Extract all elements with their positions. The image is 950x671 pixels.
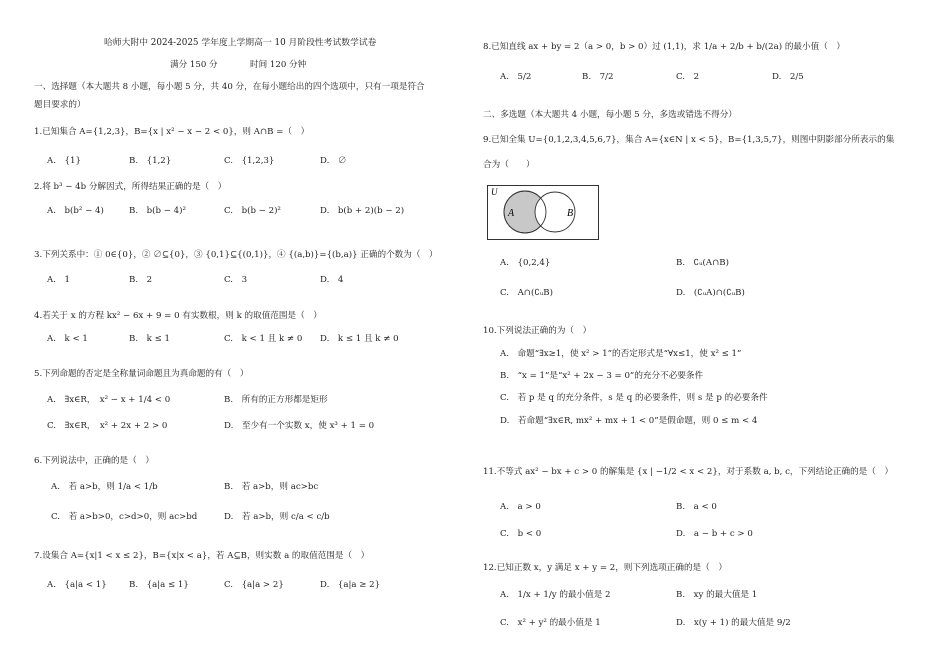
full-score: 满分 150 分 xyxy=(170,60,218,70)
q10-option-c[interactable]: C. 若 p 是 q 的充分条件，s 是 q 的必要条件，则 s 是 p 的必要条件 xyxy=(500,393,768,403)
q6-option-a[interactable]: A. 若 a>b，则 1/a < 1/b xyxy=(51,482,158,492)
q11-option-c[interactable]: C. b < 0 xyxy=(500,529,542,539)
q9-option-b[interactable]: B. ∁ᵤ(A∩B) xyxy=(676,258,729,268)
q3-option-b[interactable]: B. 2 xyxy=(129,275,153,285)
q9-option-d[interactable]: D. (∁ᵤA)∩(∁ᵤB) xyxy=(676,288,745,298)
q1-option-c[interactable]: C. {1,2,3} xyxy=(224,156,275,166)
exam-title: 哈师大附中 2024-2025 学年度上学期高一 10 月阶段性考试数学试卷 xyxy=(104,38,377,48)
venn-label-u: U xyxy=(491,187,498,197)
q10-option-a[interactable]: A. 命题“∃x≥1，使 x² > 1”的否定形式是“∀x≤1，使 x² ≤ 1” xyxy=(500,349,742,359)
q9-option-a[interactable]: A. {0,2,4} xyxy=(500,258,551,268)
q7-option-c[interactable]: C. {a|a > 2} xyxy=(224,580,284,590)
q10-stem: 10.下列说法正确的为（ ） xyxy=(483,326,592,336)
q4-option-b[interactable]: B. k ≤ 1 xyxy=(129,334,170,344)
q6-option-b[interactable]: B. 若 a>b，则 ac>bc xyxy=(224,482,319,492)
q11-option-a[interactable]: A. a > 0 xyxy=(500,502,541,512)
q9-stem-cont: 合为（ ） xyxy=(483,160,535,170)
q1-option-d[interactable]: D. ∅ xyxy=(320,156,347,166)
q8-stem: 8.已知直线 ax + by = 2（a > 0，b > 0）过 (1,1)，求 1/a + 2/b + b/(2a) 的最小值（ ） xyxy=(483,42,845,52)
q2-option-c[interactable]: C. b(b − 2)² xyxy=(224,206,281,216)
q8-option-d[interactable]: D. 2/5 xyxy=(772,72,804,82)
q2-option-a[interactable]: A. b(b² − 4) xyxy=(47,206,104,216)
q5-option-d[interactable]: D. 至少有一个实数 x，使 x³ + 1 = 0 xyxy=(224,421,375,431)
venn-label-b: B xyxy=(567,208,574,219)
q11-stem: 11.不等式 ax² − bx + c > 0 的解集是 {x | −1/2 < x < 2}，对于系数 a, b, c，下列结论正确的是（ ） xyxy=(483,467,894,477)
q11-option-d[interactable]: D. a − b + c > 0 xyxy=(676,529,753,539)
q9-option-c[interactable]: C. A∩(∁ᵤB) xyxy=(500,288,553,298)
q8-option-a[interactable]: A. 5/2 xyxy=(500,72,532,82)
q3-stem: 3.下列关系中：① 0∈{0}，② ∅⊆{0}，③ {0,1}⊆{(0,1)}，④ {(a,b)}={(b,a)} 正确的个数为（ ） xyxy=(34,250,438,260)
venn-diagram xyxy=(487,185,599,240)
q8-option-b[interactable]: B. 7/2 xyxy=(582,72,614,82)
q12-option-c[interactable]: C. x² + y² 的最小值是 1 xyxy=(500,618,601,628)
q3-option-a[interactable]: A. 1 xyxy=(47,275,70,285)
q7-stem: 7.设集合 A={x|1 < x ≤ 2}，B={x|x < a}，若 A⊆B，则实数 a 的取值范围是（ ） xyxy=(34,551,370,561)
q10-option-b[interactable]: B. “x = 1”是“x² + 2x − 3 = 0”的充分不必要条件 xyxy=(500,371,704,381)
q3-option-c[interactable]: C. 3 xyxy=(224,275,248,285)
q2-option-d[interactable]: D. b(b + 2)(b − 2) xyxy=(320,206,405,216)
q6-stem: 6.下列说法中，正确的是（ ） xyxy=(34,456,154,466)
section1-heading: 一、选择题（本大题共 8 小题，每小题 5 分，共 40 分，在每小题给出的四个选项中，只有一项是符合 xyxy=(34,82,425,92)
q5-option-c[interactable]: C. ∃x∈R， x² + 2x + 2 > 0 xyxy=(47,421,168,431)
q4-stem: 4.若关于 x 的方程 kx² − 6x + 9 = 0 有实数根，则 k 的取值范围是（ ） xyxy=(34,311,322,321)
q5-option-a[interactable]: A. ∃x∈R， x² − x + 1/4 < 0 xyxy=(47,395,171,405)
q4-option-c[interactable]: C. k < 1 且 k ≠ 0 xyxy=(224,334,303,344)
q2-option-b[interactable]: B. b(b − 4)² xyxy=(129,206,186,216)
venn-label-a: A xyxy=(508,208,515,219)
q12-option-a[interactable]: A. 1/x + 1/y 的最小值是 2 xyxy=(500,590,611,600)
q7-option-d[interactable]: D. {a|a ≥ 2} xyxy=(320,580,381,590)
q8-option-c[interactable]: C. 2 xyxy=(676,72,700,82)
q5-stem: 5.下列命题的否定是全称量词命题且为真命题的有（ ） xyxy=(34,369,249,379)
q9-stem: 9.已知全集 U={0,1,2,3,4,5,6,7}，集合 A={x∈N | x < 5}，B={1,3,5,7}，则图中阴影部分所表示的集 xyxy=(483,135,895,145)
q1-option-a[interactable]: A. {1} xyxy=(47,156,81,166)
section2-heading: 二、多选题（本大题共 4 小题，每小题 5 分，多选或错选不得分） xyxy=(483,110,737,120)
q3-option-d[interactable]: D. 4 xyxy=(320,275,344,285)
q7-option-a[interactable]: A. {a|a < 1} xyxy=(47,580,107,590)
section1-heading-cont: 题目要求的） xyxy=(34,100,86,110)
q12-stem: 12.已知正数 x，y 满足 x + y = 2，则下列选项正确的是（ ） xyxy=(483,563,727,573)
q12-option-d[interactable]: D. x(y + 1) 的最大值是 9/2 xyxy=(676,618,791,628)
q1-stem: 1.已知集合 A={1,2,3}，B={x | x² − x − 2 < 0}，则 A∩B =（ ） xyxy=(34,127,310,137)
q7-option-b[interactable]: B. {a|a ≤ 1} xyxy=(129,580,189,590)
q6-option-d[interactable]: D. 若 a>b，则 c/a < c/b xyxy=(224,512,330,522)
q11-option-b[interactable]: B. a < 0 xyxy=(676,502,717,512)
q4-option-a[interactable]: A. k < 1 xyxy=(47,334,88,344)
q10-option-d[interactable]: D. 若命题“∃x∈R, mx² + mx + 1 < 0”是假命题，则 0 ≤ m < 4 xyxy=(500,416,758,426)
q5-option-b[interactable]: B. 所有的正方形都是矩形 xyxy=(224,395,328,405)
q6-option-c[interactable]: C. 若 a>b>0，c>d>0，则 ac>bd xyxy=(51,512,198,522)
q2-stem: 2.将 b³ − 4b 分解因式，所得结果正确的是（ ） xyxy=(34,182,227,192)
time-limit: 时间 120 分钟 xyxy=(250,60,307,70)
q1-option-b[interactable]: B. {1,2} xyxy=(129,156,172,166)
q12-option-b[interactable]: B. xy 的最大值是 1 xyxy=(676,590,758,600)
q4-option-d[interactable]: D. k ≤ 1 且 k ≠ 0 xyxy=(320,334,399,344)
